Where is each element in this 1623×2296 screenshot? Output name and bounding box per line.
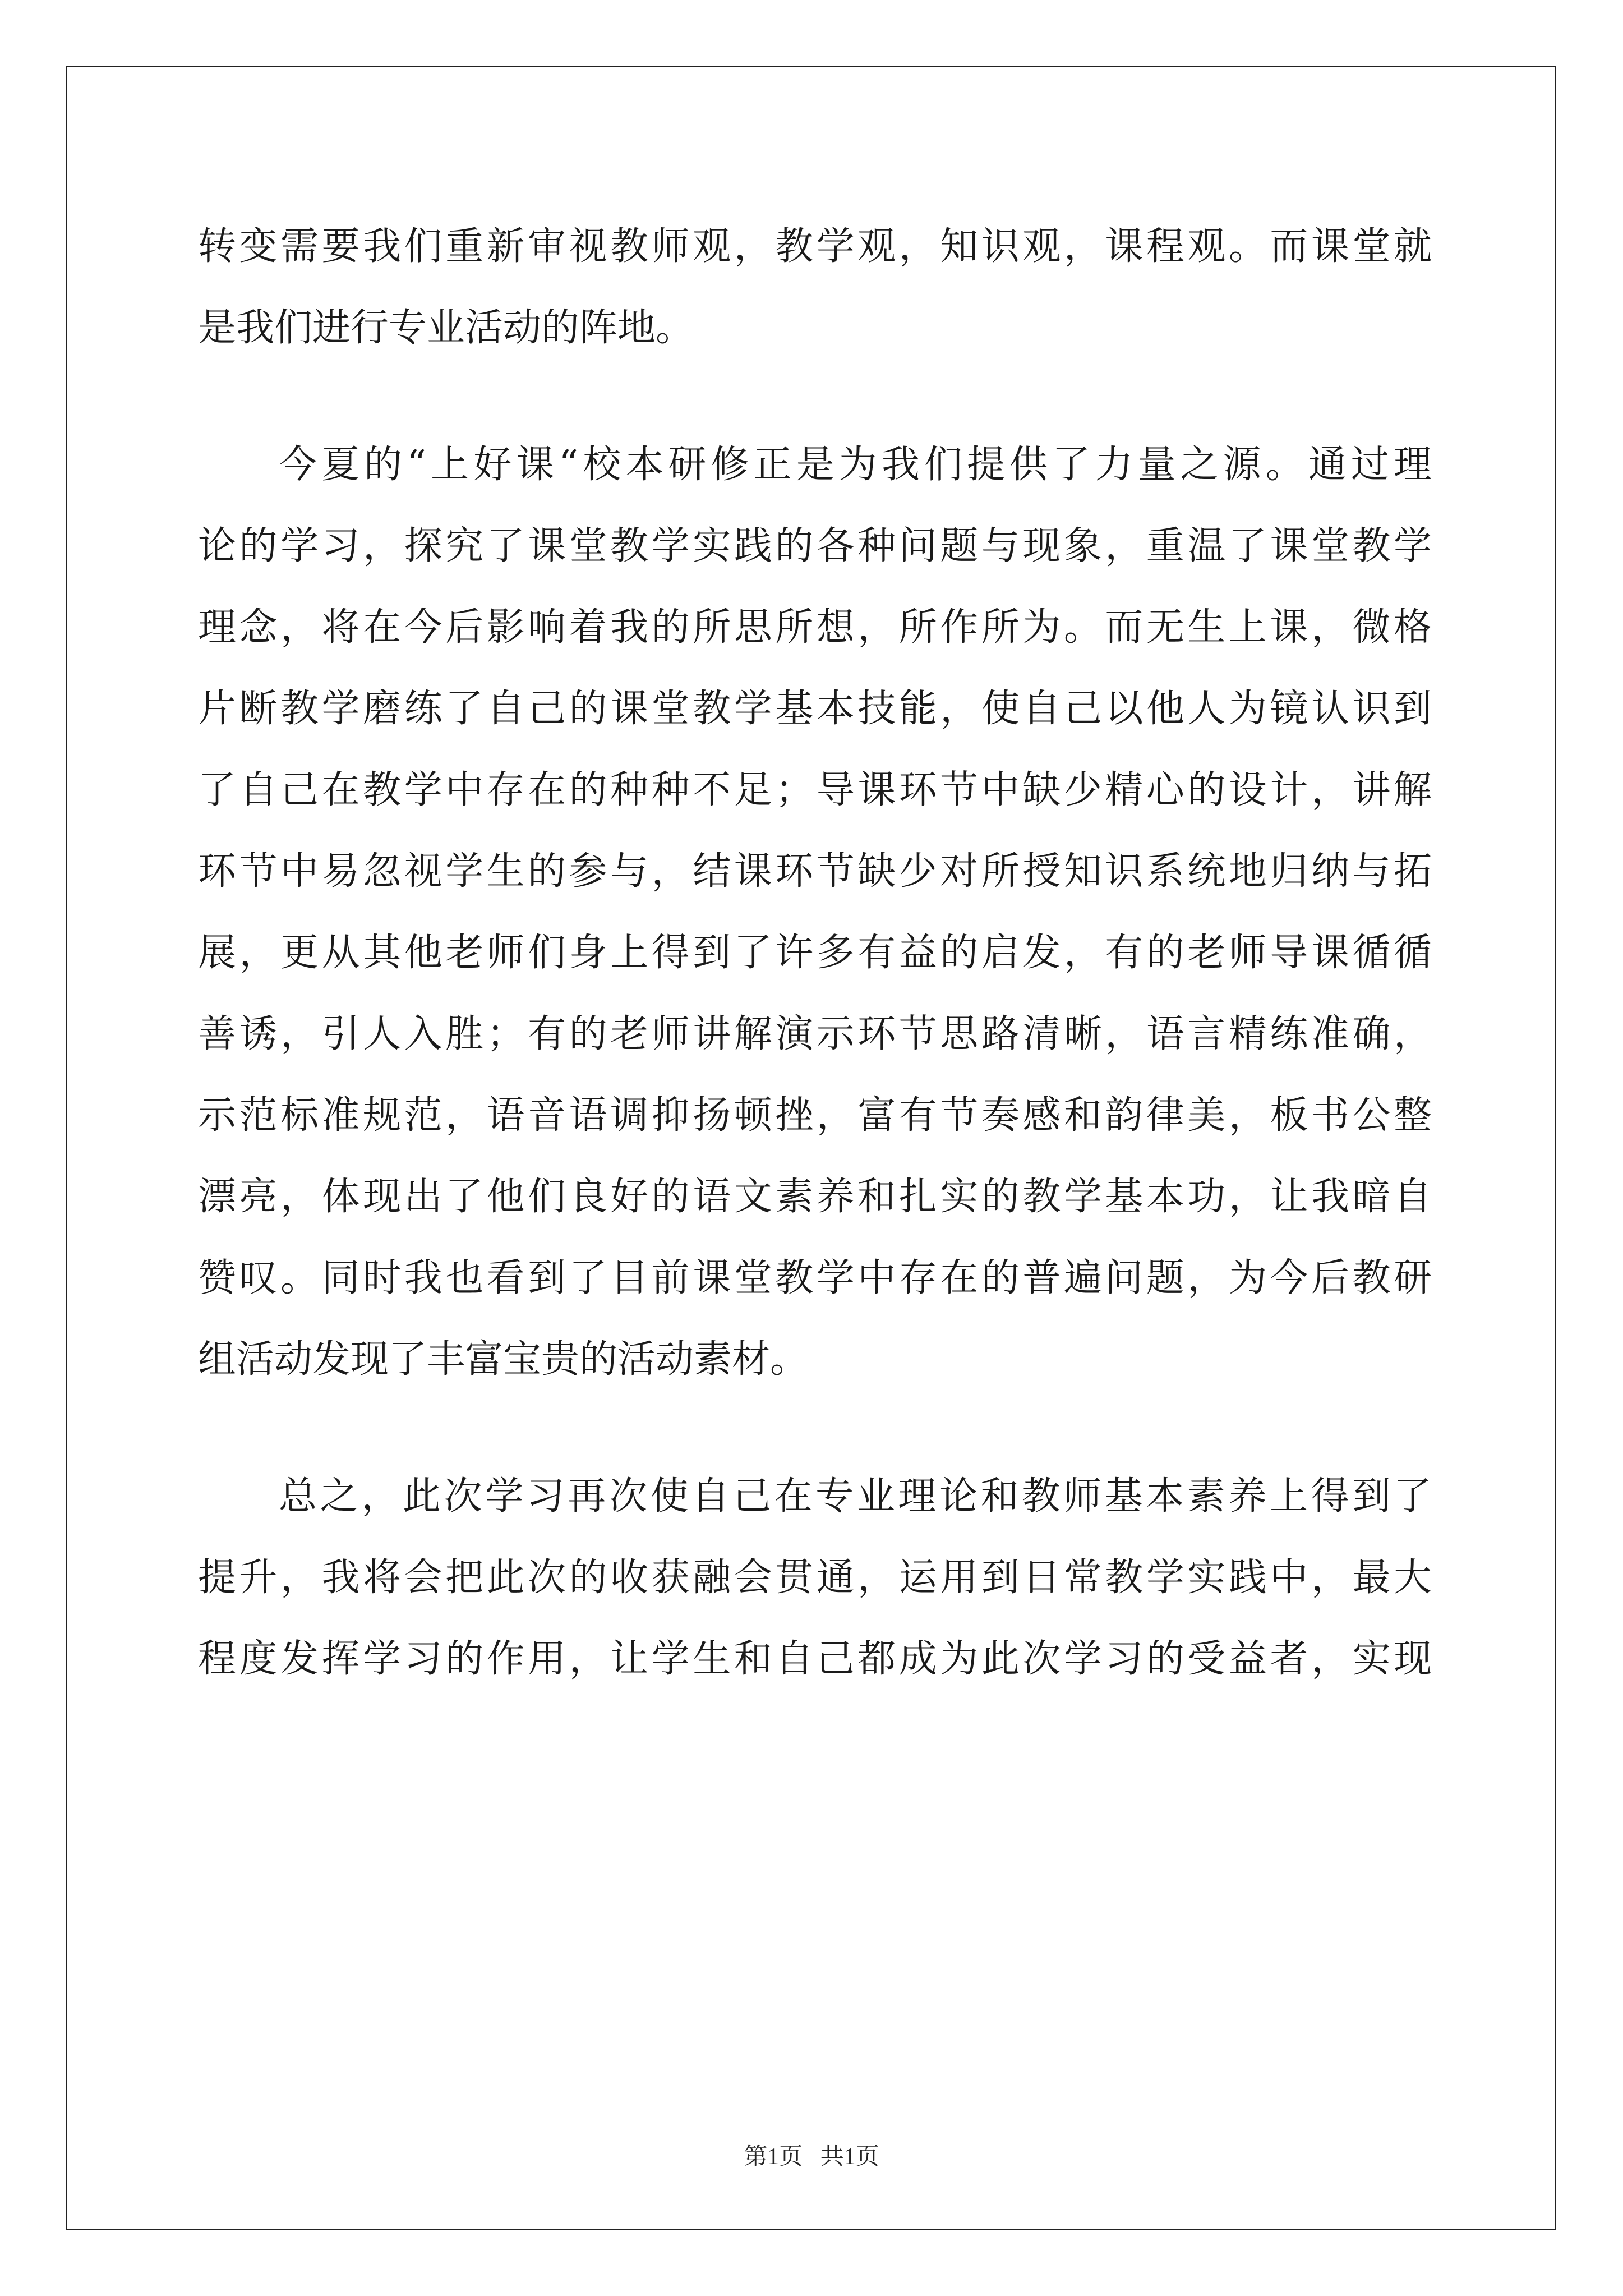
text-line: 程度发挥学习的作用，让学生和自己都成为此次学习的受益者，实现: [198, 1637, 1432, 1681]
text-line: 赞叹。同时我也看到了目前课堂教学中存在的普遍问题，为今后教研: [198, 1256, 1432, 1300]
page-footer: [0, 2140, 1623, 2174]
text-line: 论的学习，探究了课堂教学实践的各种问题与现象，重温了课堂教学: [198, 524, 1432, 568]
text-line: 今夏的“上好课“校本研修正是为我们提供了力量之源。通过理: [279, 443, 1432, 487]
text-line: 了自己在教学中存在的种种不足；导课环节中缺少精心的设计，讲解: [198, 768, 1432, 812]
text-line: 组活动发现了丰富宝贵的活动素材。: [198, 1337, 809, 1382]
text-line: 理念，将在今后影响着我的所思所想，所作所为。而无生上课，微格: [198, 605, 1432, 650]
text-line: 漂亮，体现出了他们良好的语文素养和扎实的教学基本功，让我暗自: [198, 1175, 1432, 1219]
text-line: 善诱，引人入胜；有的老师讲解演示环节思路清晰，语言精练准确，: [198, 1012, 1432, 1056]
text-line: 提升，我将会把此次的收获融会贯通，运用到日常教学实践中，最大: [198, 1556, 1432, 1600]
text-line: 展，更从其他老师们身上得到了许多有益的启发，有的老师导课循循: [198, 931, 1432, 975]
text-line: 示范标准规范，语音语调抑扬顿挫，富有节奏感和韵律美，板书公整: [198, 1093, 1432, 1138]
text-line: 是我们进行专业活动的阵地。: [198, 306, 694, 350]
page-border: [66, 66, 1556, 2230]
text-line: 总之，此次学习再次使自己在专业理论和教师基本素养上得到了: [279, 1474, 1432, 1519]
text-line: 转变需要我们重新审视教师观，教学观，知识观，课程观。而课堂就: [198, 224, 1432, 269]
text-line: 环节中易忽视学生的参与，结课环节缺少对所授知识系统地归纳与拓: [198, 849, 1432, 894]
page-number: 第1页: [744, 2144, 803, 2170]
text-line: 片断教学磨练了自己的课堂教学基本技能，使自己以他人为镜认识到: [198, 687, 1432, 731]
page-total: 共1页: [820, 2144, 879, 2170]
